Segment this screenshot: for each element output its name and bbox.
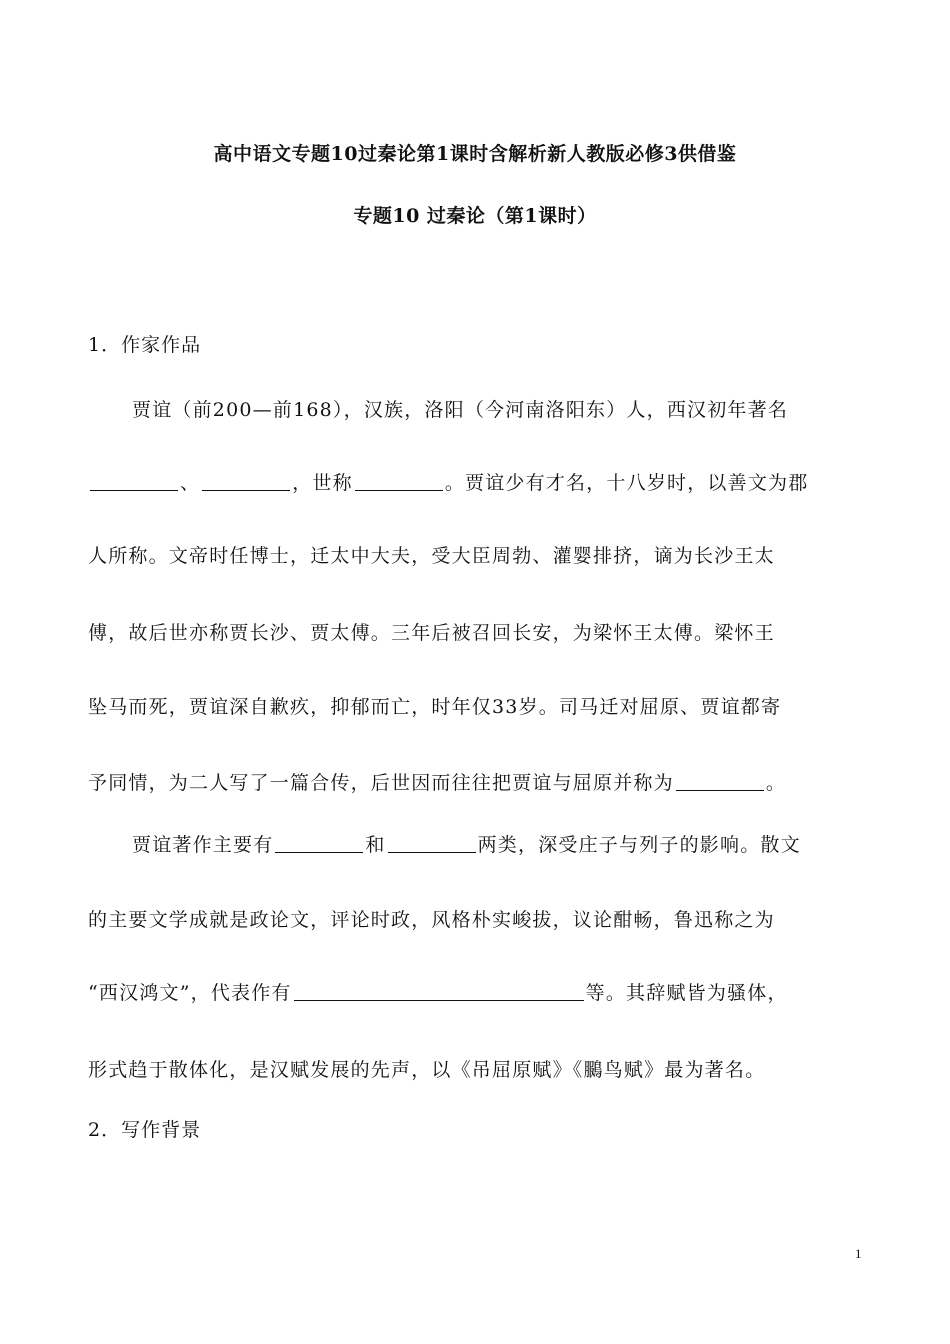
fill-in-blank[interactable] <box>202 472 290 491</box>
fill-in-blank[interactable] <box>275 834 363 853</box>
text-segment: ，世称 <box>292 472 353 494</box>
text-segment: 形式趋于散体化，是汉赋发展的先声，以《吊屈原赋》《鵩鸟赋》最为著名。 <box>88 1059 766 1081</box>
section-heading-author-works: 1．作家作品 <box>88 334 202 356</box>
paragraph-line <box>88 768 862 795</box>
fill-in-blank[interactable] <box>294 982 584 1001</box>
text-segment: 傅，故后世亦称贾长沙、贾太傅。三年后被召回长安，为梁怀王太傅。梁怀王 <box>88 622 775 644</box>
text-segment: 坠马而死，贾谊深自歉疚，抑郁而亡，时年仅33岁。司马迁对屈原、贾谊都寄 <box>88 696 782 718</box>
text-segment: 、 <box>180 472 201 494</box>
paragraph-line <box>88 541 862 568</box>
document-subtitle: 专题10 过秦论（第1课时） <box>353 205 597 227</box>
text-segment: 两类，深受庄子与列子的影响。散文 <box>477 834 801 856</box>
paragraph-line <box>88 395 906 422</box>
fill-in-blank[interactable] <box>355 472 443 491</box>
text-segment: 予同情，为二人写了一篇合传，后世因而往往把贾谊与屈原并称为 <box>88 772 674 794</box>
fill-in-blank[interactable] <box>90 472 178 491</box>
text-segment: “西汉鸿文”，代表作有 <box>88 982 292 1004</box>
text-segment: 和 <box>365 834 386 856</box>
paragraph-line <box>88 905 862 932</box>
text-segment: 。贾谊少有才名，十八岁时，以善文为郡 <box>444 472 809 494</box>
fill-in-blank[interactable] <box>676 772 764 791</box>
text-segment: 人所称。文帝时任博士，迁太中大夫，受大臣周勃、灌婴排挤，谪为长沙王太 <box>88 545 775 567</box>
paragraph-line <box>88 468 862 495</box>
section-heading-writing-background: 2．写作背景 <box>88 1119 202 1141</box>
paragraph-line <box>88 618 862 645</box>
text-segment: 的主要文学成就是政论文，评论时政，风格朴实峻拔，议论酣畅，鲁迅称之为 <box>88 909 775 931</box>
fill-in-blank[interactable] <box>388 834 476 853</box>
text-segment: 。 <box>765 772 787 794</box>
document-title: 高中语文专题10过秦论第1课时含解析新人教版必修3供借鉴 <box>213 143 737 165</box>
page-number: 1 <box>855 1246 862 1261</box>
paragraph-line <box>88 978 862 1005</box>
paragraph-line <box>88 692 862 719</box>
text-segment: 贾谊著作主要有 <box>132 834 274 856</box>
text-segment: 等。其辞赋皆为骚体， <box>585 982 788 1004</box>
paragraph-line <box>88 830 906 857</box>
text-segment: 贾谊（前200—前168），汉族，洛阳（今河南洛阳东）人，西汉初年著名 <box>132 399 789 421</box>
paragraph-line <box>88 1055 862 1082</box>
